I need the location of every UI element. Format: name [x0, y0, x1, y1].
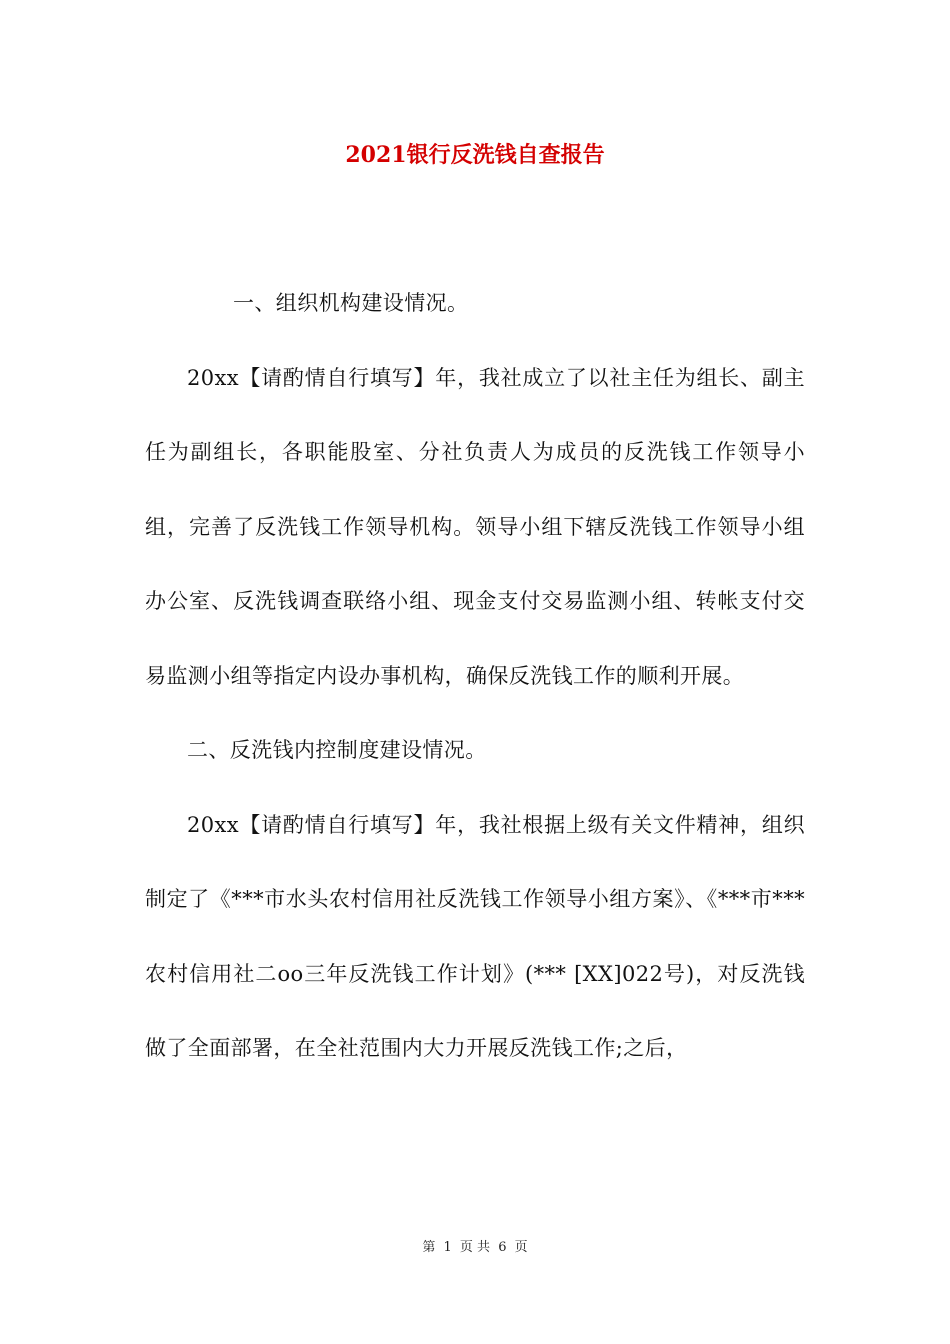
document-body	[145, 266, 805, 1086]
paragraph-2: 20xx【请酌情自行填写】年，我社根据上级有关文件精神，组织制定了《***市水头农村信用社反洗钱工作领导小组方案》、《***市***农村信用社二oo三年反洗钱工作计划》(*** [XX]022号)，对反洗钱做了全面部署，在全社范围内大力开展反洗钱工作;之后，	[145, 812, 805, 1060]
document-title: 2021银行反洗钱自查报告	[345, 142, 605, 168]
footer-suffix: 页	[514, 1240, 528, 1255]
footer-prefix: 第	[422, 1240, 436, 1255]
paragraph-1: 20xx【请酌情自行填写】年，我社成立了以社主任为组长、副主任为副组长，各职能股室、分社负责人为成员的反洗钱工作领导小组，完善了反洗钱工作领导机构。领导小组下辖反洗钱工作领导小组办公室、反洗钱调查联络小组、现金支付交易监测小组、转帐支付交易监测小组等指定内设办事机构，确保反洗钱工作的顺利开展。	[145, 365, 805, 688]
footer-page-number: 1	[443, 1240, 452, 1255]
footer-total-pages: 6	[498, 1240, 507, 1255]
page-footer	[0, 1236, 950, 1255]
section-heading-1: 一、组织机构建设情况。	[233, 291, 469, 315]
footer-middle: 页 共	[459, 1240, 491, 1255]
section-heading-2: 二、反洗钱内控制度建设情况。	[187, 738, 487, 762]
